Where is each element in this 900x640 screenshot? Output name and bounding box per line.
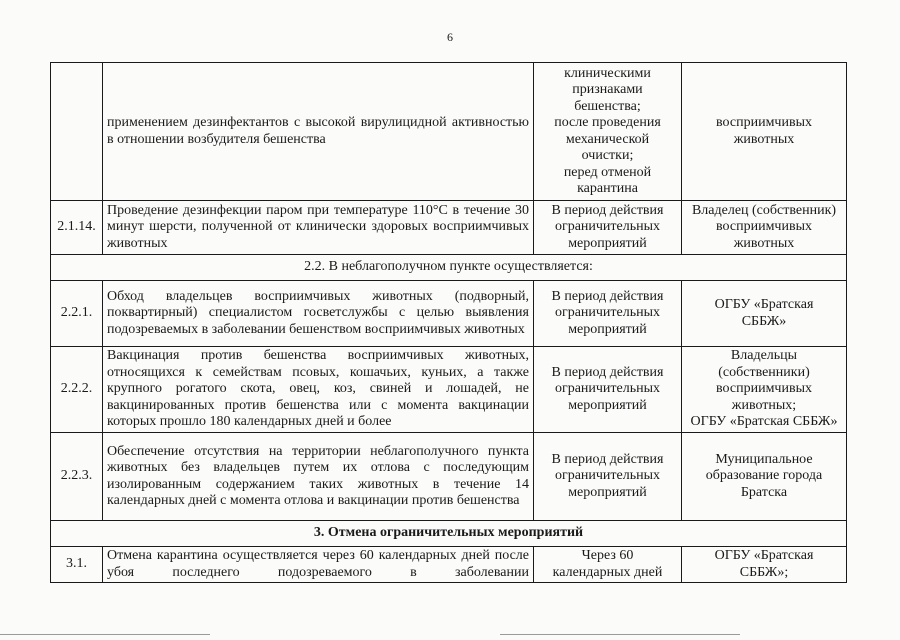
row-responsible: ОГБУ «Братская СББЖ»; bbox=[682, 547, 847, 583]
row-responsible: ОГБУ «Братская СББЖ» bbox=[682, 281, 847, 347]
row-number: 2.2.2. bbox=[51, 347, 103, 433]
row-term: В период действия ограничительных мероприятий bbox=[534, 433, 682, 521]
section-header-row bbox=[51, 255, 847, 281]
table-row bbox=[51, 547, 847, 583]
section-title: 2.2. В неблагополучном пункте осуществляется: bbox=[51, 255, 847, 281]
table-row bbox=[51, 281, 847, 347]
row-number: 2.2.3. bbox=[51, 433, 103, 521]
row-description: Проведение дезинфекции паром при температуре 110°С в течение 30 минут шерсти, полученной от клинически здоровых восприимчивых животных bbox=[103, 201, 534, 255]
row-number: 2.1.14. bbox=[51, 201, 103, 255]
row-description: применением дезинфектантов с высокой вирулицидной активностью в отношении возбудителя бешенства bbox=[103, 63, 534, 201]
section-header-row bbox=[51, 521, 847, 547]
row-responsible: Владельцы (собственники) восприимчивых животных; ОГБУ «Братская СББЖ» bbox=[682, 347, 847, 433]
row-term: В период действия ограничительных мероприятий bbox=[534, 347, 682, 433]
table-row bbox=[51, 347, 847, 433]
row-number: 2.2.1. bbox=[51, 281, 103, 347]
table-row bbox=[51, 63, 847, 201]
scan-edge-line bbox=[500, 634, 740, 635]
measures-table bbox=[50, 62, 847, 583]
row-description: Обход владельцев восприимчивых животных (подворный, поквартирный) специалистом госветслужбы с целью выявления подозреваемых в заболевании бешенством восприимчивых животных bbox=[103, 281, 534, 347]
row-description: Вакцинация против бешенства восприимчивых животных, относящихся к семействам псовых, кошачьих, куньих, а также крупного рогатого скота, овец, коз, свиней и лошадей, не вакцинированных против бешенства или с момента вакцинации которых прошло 180 календарных дней и более bbox=[103, 347, 534, 433]
section-title: 3. Отмена ограничительных мероприятий bbox=[51, 521, 847, 547]
row-number: 3.1. bbox=[51, 547, 103, 583]
row-description: Отмена карантина осуществляется через 60 календарных дней после убоя последнего подозреваемого в заболевании bbox=[103, 547, 534, 583]
page-number: 6 bbox=[447, 30, 453, 44]
scan-edge-line bbox=[0, 634, 210, 635]
table-row bbox=[51, 201, 847, 255]
row-term: В период действия ограничительных мероприятий bbox=[534, 201, 682, 255]
row-responsible: Владелец (собственник) восприимчивых животных bbox=[682, 201, 847, 255]
row-number-cell bbox=[51, 63, 103, 201]
table-row bbox=[51, 433, 847, 521]
row-term: В период действия ограничительных мероприятий bbox=[534, 281, 682, 347]
row-term: Через 60 календарных дней bbox=[534, 547, 682, 583]
row-responsible: восприимчивых животных bbox=[682, 63, 847, 201]
row-description: Обеспечение отсутствия на территории неблагополучного пункта животных без владельцев путем их отлова с последующим изолированным содержанием таких животных в течение 14 календарных дней с момента отлова и вакцинации против бешенства bbox=[103, 433, 534, 521]
row-term: клиническими признаками бешенства; после проведения механической очистки; перед отменой карантина bbox=[534, 63, 682, 201]
row-responsible: Муниципальное образование города Братска bbox=[682, 433, 847, 521]
